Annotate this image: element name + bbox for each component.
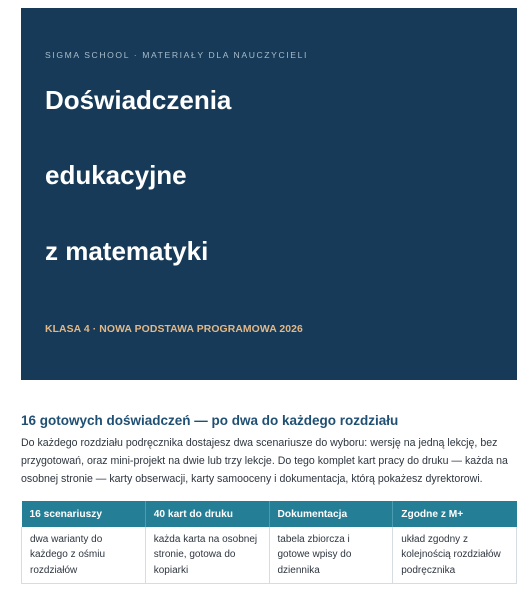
features-header-row (22, 501, 517, 527)
features-header-compatibility: Zgodne z M+ (393, 501, 517, 527)
features-cell-worksheets: każda karta na osobnej stronie, gotowa do kopiarki (145, 527, 269, 583)
hero-title-line-1: Doświadczenia (45, 85, 232, 115)
features-cell-compatibility: układ zgodny z kolejnością rozdziałów podręcznika (393, 527, 517, 583)
features-table (21, 501, 517, 584)
features-cell-documentation: tabela zbiorcza i gotowe wpisy do dziennika (269, 527, 393, 583)
hero-kicker: KLASA 4 · NOWA PODSTAWA PROGRAMOWA 2026 (45, 324, 303, 335)
features-header-documentation: Dokumentacja (269, 501, 393, 527)
section-heading: 16 gotowych doświadczeń — po dwa do każdego rozdziału (21, 413, 399, 428)
hero-title-line-3: z matematyki (45, 236, 209, 266)
lead-paragraph: Do każdego rozdziału podręcznika dostajesz dwa scenariusze do wyboru: wersję na jedną lekcję, bez przygotowań, oraz mini-projekt na dwie lub trzy lekcje. Do tego komplet kart pracy do druku — każda na osobnej stronie — karty obserwacji, karty samooceny i dokumentacja, którą pokażesz dyrektorowi. (21, 437, 508, 485)
features-header-scenarios: 16 scenariuszy (22, 501, 146, 527)
hero-banner (21, 8, 517, 380)
features-header-worksheets: 40 kart do druku (145, 501, 269, 527)
hero-title-line-2: edukacyjne (45, 160, 187, 190)
features-cell-scenarios: dwa warianty do każdego z ośmiu rozdziałów (22, 527, 146, 583)
hero-eyebrow: SIGMA SCHOOL · MATERIAŁY DLA NAUCZYCIELI (45, 50, 308, 60)
features-row (22, 527, 517, 583)
